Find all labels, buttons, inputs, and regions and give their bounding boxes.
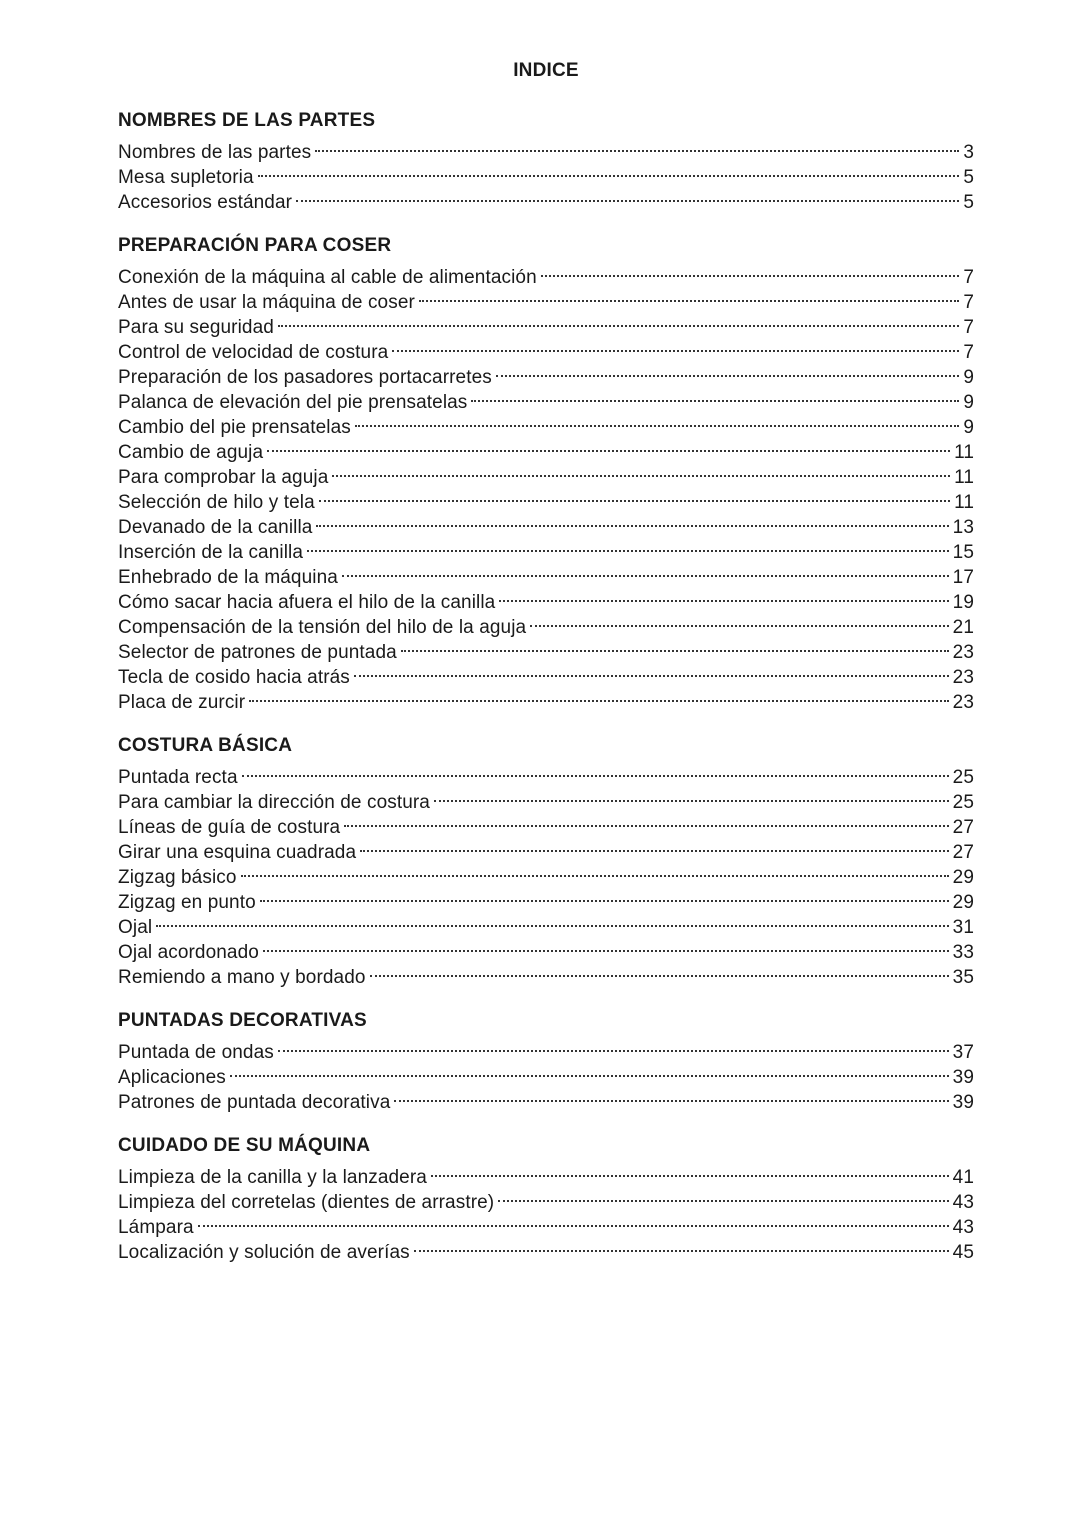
toc-entry-page-number: 13 bbox=[952, 517, 974, 538]
dot-leader bbox=[296, 183, 959, 208]
dot-leader bbox=[278, 308, 959, 333]
toc-entry-page-number: 11 bbox=[954, 467, 974, 488]
toc-entry-page-number: 45 bbox=[952, 1242, 974, 1263]
toc-entry-label: Girar una esquina cuadrada bbox=[118, 842, 357, 863]
toc-entry-label: Tecla de cosido hacia atrás bbox=[118, 667, 350, 688]
toc-entry-page-number: 35 bbox=[952, 967, 974, 988]
dot-leader bbox=[355, 408, 959, 433]
dot-leader bbox=[241, 858, 949, 883]
toc-entry-page-number: 5 bbox=[963, 167, 974, 188]
dot-leader bbox=[307, 533, 949, 558]
toc-entry-page-number: 27 bbox=[952, 817, 974, 838]
toc-entry[interactable] bbox=[118, 1208, 974, 1238]
toc-section bbox=[118, 1133, 974, 1263]
dot-leader bbox=[498, 1183, 948, 1208]
toc-entry-label: Conexión de la máquina al cable de alimentación bbox=[118, 267, 537, 288]
toc-entry-page-number: 39 bbox=[952, 1092, 974, 1113]
dot-leader bbox=[315, 133, 959, 158]
dot-leader bbox=[278, 1033, 949, 1058]
toc-entry-page-number: 39 bbox=[952, 1067, 974, 1088]
toc-entry-page-number: 17 bbox=[952, 567, 974, 588]
dot-leader bbox=[258, 158, 960, 183]
section-heading: CUIDADO DE SU MÁQUINA bbox=[118, 1135, 371, 1156]
dot-leader bbox=[260, 883, 949, 908]
toc-entry-page-number: 23 bbox=[952, 642, 974, 663]
toc-entry-label: Nombres de las partes bbox=[118, 142, 312, 163]
toc-entry-page-number: 9 bbox=[963, 392, 974, 413]
toc-entry-label: Accesorios estándar bbox=[118, 192, 293, 213]
toc-entry-label: Devanado de la canilla bbox=[118, 517, 313, 538]
toc-entry-page-number: 23 bbox=[952, 667, 974, 688]
toc-entry-page-number: 25 bbox=[952, 767, 974, 788]
dot-leader bbox=[530, 608, 948, 633]
toc-entry-label: Zigzag en punto bbox=[118, 892, 256, 913]
toc-entry-page-number: 41 bbox=[952, 1167, 974, 1188]
toc-entry-label: Antes de usar la máquina de coser bbox=[118, 292, 415, 313]
dot-leader bbox=[392, 333, 959, 358]
toc-entry-label: Para su seguridad bbox=[118, 317, 274, 338]
toc-entry-page-number: 43 bbox=[952, 1217, 974, 1238]
toc-entry[interactable] bbox=[118, 883, 974, 913]
toc-entry-label: Puntada recta bbox=[118, 767, 238, 788]
toc-entry-label: Lámpara bbox=[118, 1217, 194, 1238]
dot-leader bbox=[316, 508, 948, 533]
toc-entry-label: Localización y solución de averías bbox=[118, 1242, 410, 1263]
toc-entry[interactable] bbox=[118, 1058, 974, 1088]
toc-entry-page-number: 23 bbox=[952, 692, 974, 713]
dot-leader bbox=[344, 808, 948, 833]
dot-leader bbox=[360, 833, 949, 858]
toc-entry-page-number: 5 bbox=[963, 192, 974, 213]
toc-entry-label: Preparación de los pasadores portacarretes bbox=[118, 367, 492, 388]
dot-leader bbox=[342, 558, 949, 583]
toc-entry-label: Zigzag básico bbox=[118, 867, 237, 888]
toc-entry-page-number: 29 bbox=[952, 867, 974, 888]
toc-entry-page-number: 27 bbox=[952, 842, 974, 863]
dot-leader bbox=[401, 633, 949, 658]
toc-entry-page-number: 31 bbox=[952, 917, 974, 938]
dot-leader bbox=[499, 583, 948, 608]
dot-leader bbox=[370, 958, 949, 983]
dot-leader bbox=[230, 1058, 949, 1083]
toc-entry-label: Selector de patrones de puntada bbox=[118, 642, 397, 663]
toc-entry-label: Cómo sacar hacia afuera el hilo de la canilla bbox=[118, 592, 496, 613]
toc-section bbox=[118, 1008, 974, 1113]
toc-entry[interactable] bbox=[118, 933, 974, 963]
toc-entry-label: Limpieza del corretelas (dientes de arrastre) bbox=[118, 1192, 495, 1213]
toc-entry[interactable] bbox=[118, 758, 974, 788]
toc-entry-page-number: 9 bbox=[963, 367, 974, 388]
toc-section bbox=[118, 108, 974, 213]
toc-entry[interactable] bbox=[118, 783, 974, 813]
toc-entry[interactable] bbox=[118, 1233, 974, 1263]
toc-entry-page-number: 9 bbox=[963, 417, 974, 438]
dot-leader bbox=[249, 683, 948, 708]
toc-entry-label: Remiendo a mano y bordado bbox=[118, 967, 366, 988]
dot-leader bbox=[434, 783, 949, 808]
toc-entry-page-number: 7 bbox=[963, 342, 974, 363]
dot-leader bbox=[198, 1208, 949, 1233]
toc-entry-page-number: 11 bbox=[954, 492, 974, 513]
toc-entry-page-number: 33 bbox=[952, 942, 974, 963]
toc-entry-page-number: 37 bbox=[952, 1042, 974, 1063]
toc-entry-page-number: 7 bbox=[963, 292, 974, 313]
toc-entry-page-number: 25 bbox=[952, 792, 974, 813]
toc-entry-label: Para comprobar la aguja bbox=[118, 467, 329, 488]
toc-entry-label: Inserción de la canilla bbox=[118, 542, 304, 563]
toc-entry-page-number: 7 bbox=[963, 267, 974, 288]
toc-entry-label: Puntada de ondas bbox=[118, 1042, 274, 1063]
toc-entry[interactable] bbox=[118, 1158, 974, 1188]
toc-sections bbox=[118, 108, 974, 1263]
dot-leader bbox=[414, 1233, 949, 1258]
section-heading: PUNTADAS DECORATIVAS bbox=[118, 1010, 367, 1031]
toc-entry-label: Cambio del pie prensatelas bbox=[118, 417, 351, 438]
section-heading: PREPARACIÓN PARA COSER bbox=[118, 235, 392, 256]
toc-entry-page-number: 11 bbox=[954, 442, 974, 463]
toc-entry-label: Aplicaciones bbox=[118, 1067, 226, 1088]
dot-leader bbox=[156, 908, 948, 933]
dot-leader bbox=[267, 433, 950, 458]
toc-entry-label: Selección de hilo y tela bbox=[118, 492, 315, 513]
toc-entry-label: Limpieza de la canilla y la lanzadera bbox=[118, 1167, 427, 1188]
toc-entry-label: Patrones de puntada decorativa bbox=[118, 1092, 391, 1113]
dot-leader bbox=[541, 258, 960, 283]
dot-leader bbox=[319, 483, 950, 508]
section-heading: COSTURA BÁSICA bbox=[118, 735, 293, 756]
toc-entry[interactable] bbox=[118, 258, 974, 288]
toc-entry-label: Ojal acordonado bbox=[118, 942, 259, 963]
dot-leader bbox=[354, 658, 949, 683]
page-title: INDICE bbox=[513, 60, 579, 81]
toc-entry-label: Mesa supletoria bbox=[118, 167, 254, 188]
toc-entry-label: Palanca de elevación del pie prensatelas bbox=[118, 392, 468, 413]
dot-leader bbox=[263, 933, 949, 958]
section-heading: NOMBRES DE LAS PARTES bbox=[118, 110, 376, 131]
toc-entry-label: Enhebrado de la máquina bbox=[118, 567, 338, 588]
table-of-contents bbox=[118, 58, 974, 1283]
toc-entry-label: Cambio de aguja bbox=[118, 442, 264, 463]
dot-leader bbox=[496, 358, 959, 383]
toc-entry-page-number: 29 bbox=[952, 892, 974, 913]
toc-entry-label: Placa de zurcir bbox=[118, 692, 246, 713]
toc-section bbox=[118, 733, 974, 988]
toc-entry[interactable] bbox=[118, 1083, 974, 1113]
dot-leader bbox=[242, 758, 949, 783]
toc-entry-page-number: 7 bbox=[963, 317, 974, 338]
toc-entry[interactable] bbox=[118, 133, 974, 163]
toc-entry[interactable] bbox=[118, 1033, 974, 1063]
toc-entry-label: Ojal bbox=[118, 917, 153, 938]
toc-entry-label: Control de velocidad de costura bbox=[118, 342, 389, 363]
toc-entry-page-number: 15 bbox=[952, 542, 974, 563]
dot-leader bbox=[431, 1158, 949, 1183]
toc-entry-page-number: 19 bbox=[952, 592, 974, 613]
dot-leader bbox=[419, 283, 959, 308]
dot-leader bbox=[394, 1083, 948, 1108]
toc-entry-label: Compensación de la tensión del hilo de la aguja bbox=[118, 617, 527, 638]
toc-entry[interactable] bbox=[118, 908, 974, 938]
toc-entry-page-number: 21 bbox=[952, 617, 974, 638]
toc-entry[interactable] bbox=[118, 858, 974, 888]
dot-leader bbox=[332, 458, 950, 483]
toc-entry-page-number: 43 bbox=[952, 1192, 974, 1213]
toc-entry-page-number: 3 bbox=[963, 142, 974, 163]
toc-section bbox=[118, 233, 974, 713]
toc-entry-label: Para cambiar la dirección de costura bbox=[118, 792, 430, 813]
toc-entry-label: Líneas de guía de costura bbox=[118, 817, 341, 838]
dot-leader bbox=[471, 383, 959, 408]
